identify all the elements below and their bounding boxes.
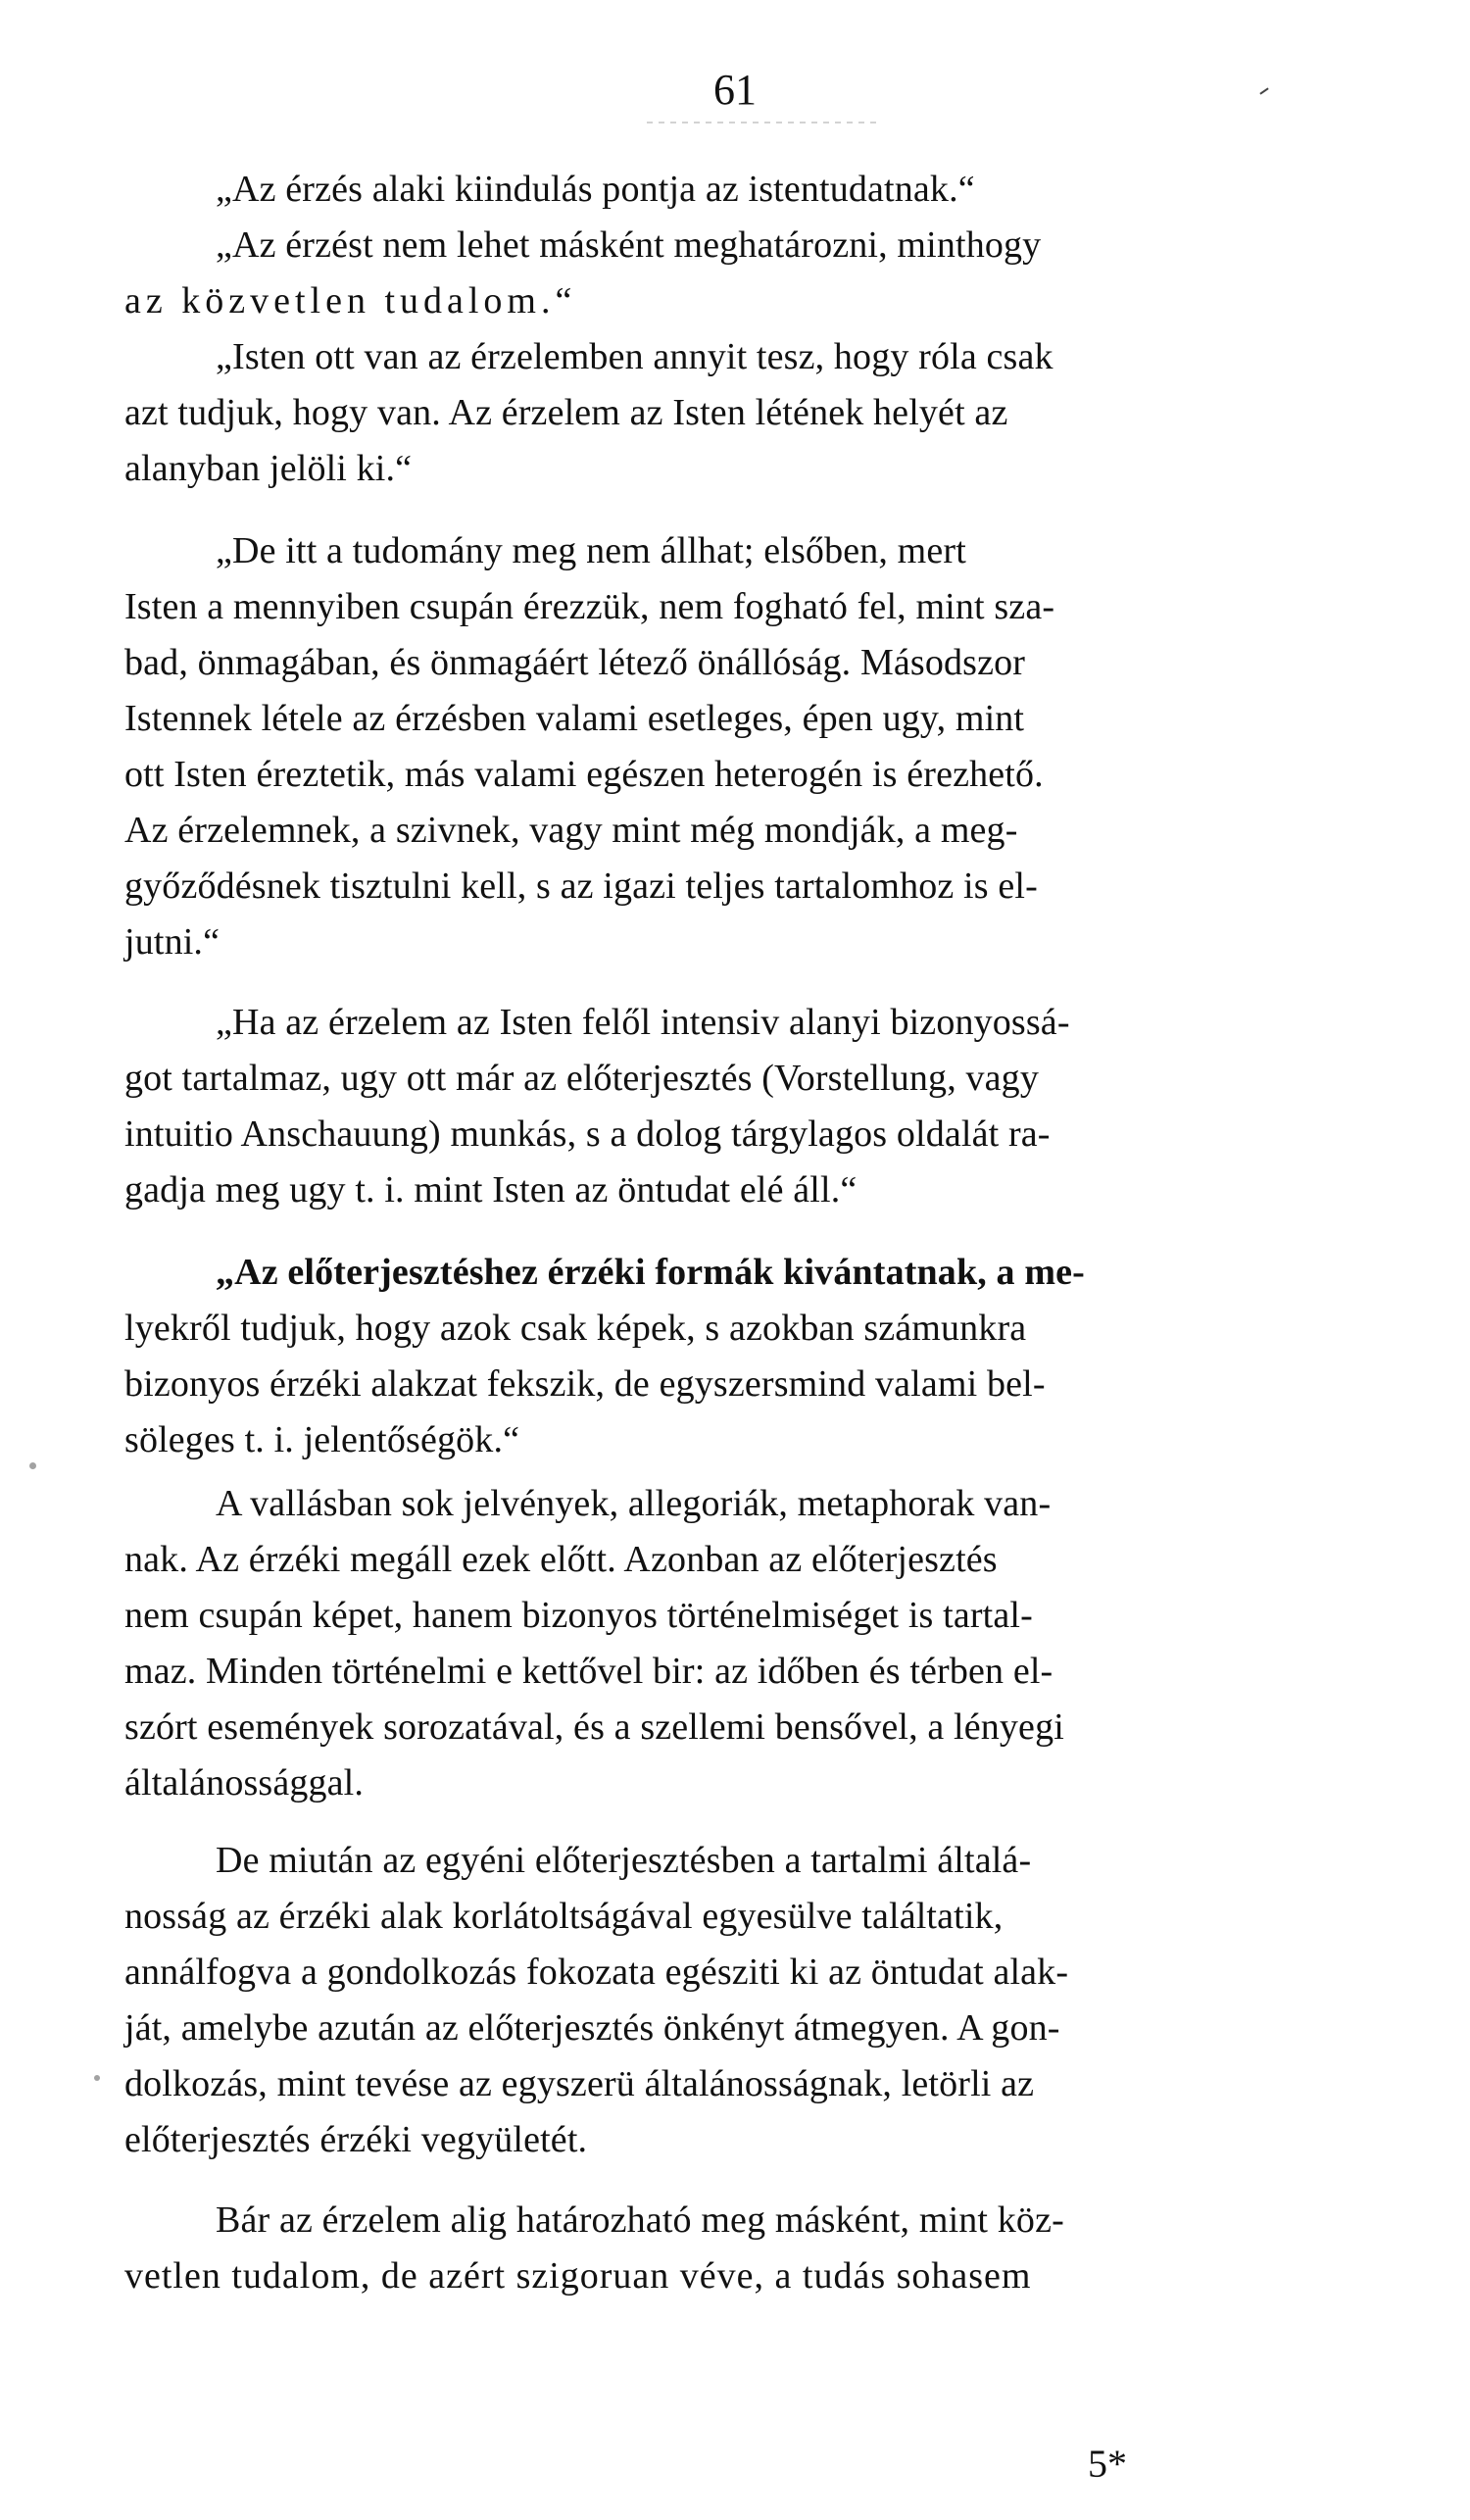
text-line: Istennek létele az érzésben valami esetleges, épen ugy, mint	[124, 698, 1025, 739]
text-line: gadja meg ugy t. i. mint Isten az öntudat elé áll.“	[124, 1169, 858, 1211]
text-line: lyekről tudjuk, hogy azok csak képek, s azokban számunkra	[124, 1308, 1027, 1349]
text-line: „Ha az érzelem az Isten felől intensiv alanyi bizonyossá-	[216, 1002, 1070, 1043]
text-line: dolkozás, mint tevése az egyszerü általánosságnak, letörli az	[124, 2063, 1035, 2104]
ink-speck	[29, 1462, 36, 1469]
text-line: maz. Minden történelmi e kettővel bir: az időben és térben el-	[124, 1651, 1054, 1692]
text-line: got tartalmaz, ugy ott már az előterjesztés (Vorstellung, vagy	[124, 1058, 1039, 1099]
text-line: alanyban jelöli ki.“	[124, 448, 413, 489]
text-line: „Az érzést nem lehet másként meghatározni, minthogy	[216, 224, 1042, 266]
text-line: vetlen tudalom, de azért szigoruan véve, a tudás sohasem	[124, 2255, 1032, 2297]
text-line: „Isten ott van az érzelemben annyit tesz, hogy róla csak	[216, 336, 1054, 377]
text-line: Az érzelemnek, a szivnek, vagy mint még mondják, a meg-	[124, 810, 1018, 851]
text-line: szórt események sorozatával, és a szellemi bensővel, a lényegi	[124, 1706, 1064, 1748]
text-line: söleges t. i. jelentőségök.“	[124, 1419, 520, 1460]
text-line: „Az előterjesztéshez érzéki formák kivántatnak, a me-	[216, 1252, 1085, 1293]
text-line: nem csupán képet, hanem bizonyos történelmiséget is tartal-	[124, 1595, 1033, 1636]
text-line: bad, önmagában, és önmagáért létező önállóság. Másodszor	[124, 642, 1026, 683]
text-line: jutni.“	[124, 921, 220, 963]
text-line: intuitio Anschauung) munkás, s a dolog tárgylagos oldalát ra-	[124, 1113, 1051, 1155]
text-line: nosság az érzéki alak korlátoltságával egyesülve találtatik,	[124, 1896, 1004, 1937]
page-number: 61	[713, 66, 757, 114]
text-line: nak. Az érzéki megáll ezek előtt. Azonban az előterjesztés	[124, 1539, 998, 1580]
text-line: Isten a mennyiben csupán érezzük, nem fogható fel, mint sza-	[124, 586, 1055, 627]
text-line: De miután az egyéni előterjesztésben a tartalmi általá-	[216, 1840, 1032, 1881]
text-line: előterjesztés érzéki vegyületét.	[124, 2119, 588, 2160]
text-line: azt tudjuk, hogy van. Az érzelem az Isten létének helyét az	[124, 392, 1008, 433]
text-line: győződésnek tisztulni kell, s az igazi teljes tartalomhoz is el-	[124, 865, 1038, 907]
text-line: ott Isten éreztetik, más valami egészen heterogén is érezhető.	[124, 754, 1044, 795]
text-line: „De itt a tudomány meg nem állhat; elsőben, mert	[216, 530, 966, 571]
signature-mark: 5*	[1088, 2442, 1127, 2486]
text-line: bizonyos érzéki alakzat fekszik, de egyszersmind valami bel-	[124, 1363, 1046, 1405]
text-line: „Az érzés alaki kiindulás pontja az istentudatnak.“	[216, 169, 975, 210]
ink-speck	[94, 2075, 100, 2081]
text-line: az közvetlen tudalom.“	[124, 280, 577, 321]
text-line: A vallásban sok jelvények, allegoriák, metaphorak van-	[216, 1483, 1052, 1524]
text-line: ját, amelybe azután az előterjesztés önkényt átmegyen. A gon-	[124, 2007, 1060, 2049]
text-line: általánossággal.	[124, 1762, 365, 1804]
text-line: Bár az érzelem alig határozható meg másként, mint köz-	[216, 2199, 1064, 2241]
text-line: annálfogva a gondolkozás fokozata egésziti ki az öntudat alak-	[124, 1952, 1069, 1993]
